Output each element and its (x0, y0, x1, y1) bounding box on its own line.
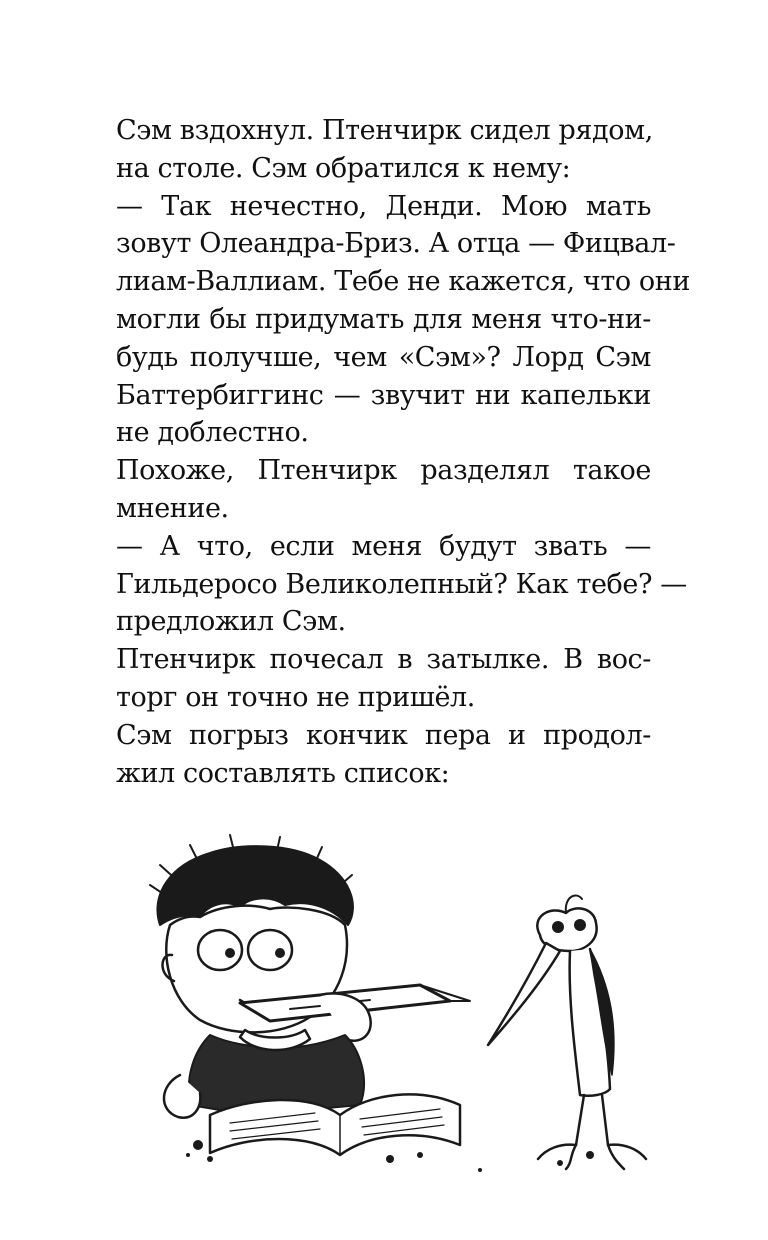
text-line: Похоже, Птенчирк разделял такое (116, 455, 651, 487)
text-line: — Так нечестно, Денди. Мою мать (116, 190, 651, 222)
text-line: могли бы придумать для меня что-ни- (116, 303, 651, 335)
text-line: Гильдеросо Великолепный? Как тебе? — (116, 568, 687, 600)
text-line: предложил Сэм. (116, 606, 346, 638)
text-line: — А что, если меня будут звать — (116, 530, 651, 562)
text-line: мнение. (116, 492, 229, 524)
body-text (116, 112, 690, 792)
text-line: лиам-Валлиам. Тебе не кажется, что они (116, 266, 690, 298)
text-line: торг он точно не пришёл. (116, 681, 475, 713)
text-line: на столе. Сэм обратился к нему: (116, 152, 571, 184)
text-line: не доблестно. (116, 417, 309, 449)
text-line: Птенчирк почесал в затылке. В вос- (116, 644, 651, 676)
text-line: жил составлять список: (116, 757, 450, 789)
text-line: зовут Олеандра-Бриз. А отца — Фицвал- (116, 228, 676, 260)
text-line: Сэм вздохнул. Птенчирк сидел рядом, (116, 115, 653, 146)
boy-and-bird-sketch-icon (90, 825, 690, 1185)
text-line: Баттербиггинс — звучит ни капельки (116, 379, 651, 411)
text-line: Сэм погрыз кончик пера и продол- (116, 719, 651, 751)
text-line: будь получше, чем «Сэм»? Лорд Сэм (116, 341, 651, 373)
